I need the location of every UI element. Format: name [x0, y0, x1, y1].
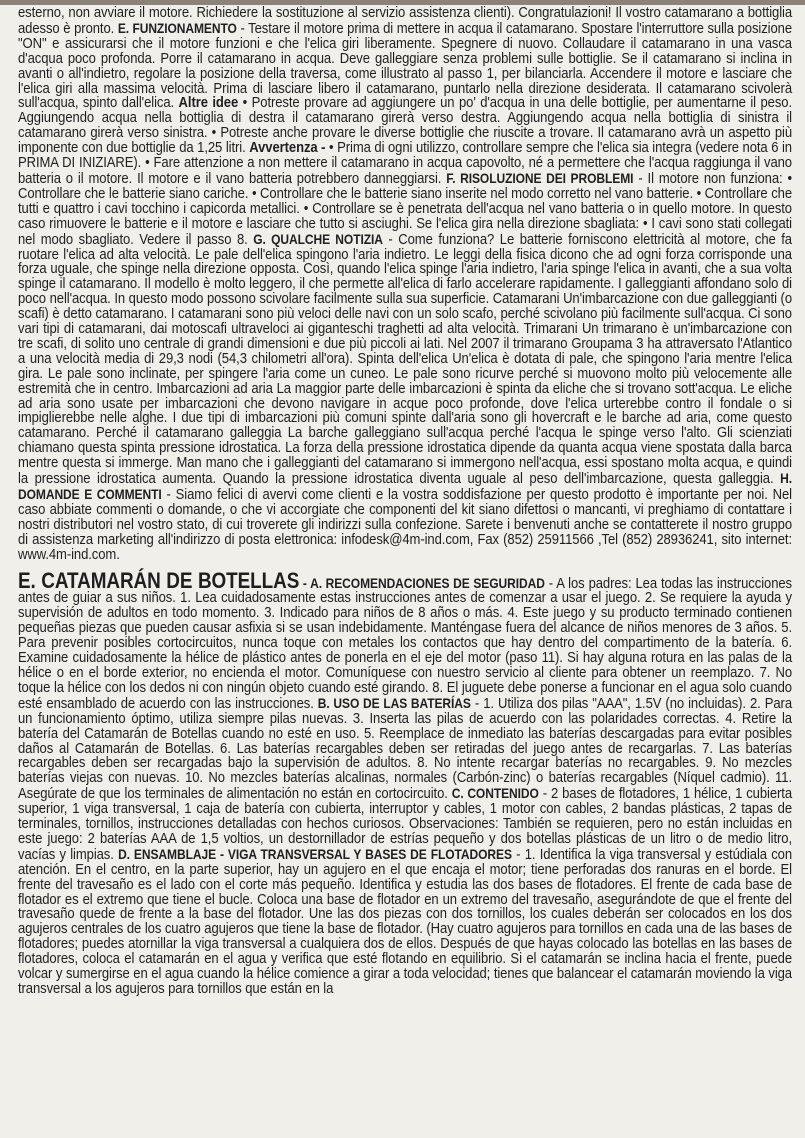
it-heading-avvertenza: Avvertenza -: [249, 139, 326, 157]
es-paragraph-2: - 1. Utiliza dos pilas "AAA", 1.5V (no incluidas). 2. Para un funcionamiento óptimo, utiliza siempre pilas nuevas. 3. Inserta las pilas de acuerdo con las polaridades correctas. 4. Retire la batería del Catamarán de Botellas cuando no esté en uso. 5. Reemplace de inmediato las baterías descargadas para evitar posibles daños al Catamarán de Botellas. 6. Las baterías recargables deben ser retiradas del juego antes de recargarlas. 7. Las baterías recargables deben ser recargadas bajo la supervisión de adultos. 8. No intente recargar baterías no recargables. 9. No mezcles baterías viejas con nuevas. 10. No mezcles baterías alcalinas, normales (Carbón-zinc) o baterías recargables (Níquel cadmio). 11. Asegúrate de que los terminales de alimentación no están en cortocircuito.: [18, 694, 792, 803]
it-heading-domande: H. DOMANDE E COMMENTI: [18, 470, 792, 502]
es-heading-contenido: C. CONTENIDO: [451, 785, 539, 802]
it-paragraph-3: • Potreste provare ad aggiungere un po' d'acqua in una delle bottiglie, per aumentarne il peso. Aggiungendo acqua nella bottiglia di destra il catamarano girerà verso destra. Aggiungendo acqua nella bottiglia di sinistra il catamarano girerà verso sinistra. • Potreste anche provare le diverse bottiglie che riuscite a trovare. Il catamarano avrà un aspetto più imponente con due bottiglie da 1,25 litri.: [18, 94, 792, 157]
it-paragraph-4: • Prima di ogni utilizzo, controllare sempre che l'elica sia integra (vedere nota 6 in PRIMA DI INIZIARE). • Fare attenzione a non mettere il catamarano in acqua capovolto, né a permettere che l'acqua raggiunga il vano batteria o il motore. Il motore e il vano batteria potrebbero danneggiarsi.: [18, 139, 792, 187]
it-heading-risoluzione: F. RISOLUZIONE DEI PROBLEMI: [446, 169, 634, 186]
it-paragraph-6: - Come funziona? Le batterie forniscono elettricità al motore, che fa ruotare l'elica ad alta velocità. Le pale dell'elica spingono l'aria indietro. Le leggi della fisica dicono che ad ogni forza corrisponde una forza uguale, che spinge nella direzione opposta. Così, quando l'elica spinge l'aria indietro, l'aria spinge l'elica in avanti, che a sua volta spinge il catamarano. Il modello è molto leggero, il che permette all'elica di farlo accelerare rapidamente. I galleggianti affondano solo di poco nell'acqua. In questo modo possono scivolare facilmente sulla sua superficie. Catamarani Un'imbarcazione con due galleggianti (o scafi) è detto catamarano. I catamarani sono più veloci delle navi con un solo scafo, perché scivolano più facilmente sull'acqua. Ci sono vari tipi di catamarani, dai motoscafi ultraveloci ai giganteschi traghetti ad alta velocità. Trimarani Un trimarano è un'imbarcazione con tre scafi, di solito uno centrale di grandi dimensioni e due più piccoli ai lati. Nel 2007 il trimarano Groupama 3 ha attraversato l'Atlantico a una velocità media di 29,3 nodi (54,3 chilometri all'ora). Spinta dell'elica Un'elica è dotata di pale, che spingono l'aria mentre l'elica gira. Le pale sono inclinate, per spingere l'aria come un cuneo. Le pale sono ricurve perché si muovono molto più velocemente alle estremità che in centro. Imbarcazioni ad aria La maggior parte delle imbarcazioni è spinta da eliche che si trovano sott'acqua. Le eliche ad aria sono usate per imbarcazioni che devono navigare in acque poco profonde, dove l'elica urterebbe contro il fondale o si impiglierebbe nelle alghe. I due tipi di imbarcazioni più comuni spinte dall'aria sono gli hovercraft e le barche ad aria, come questo catamarano. Perché il catamarano galleggia La barche galleggiano sull'acqua perché l'acqua le spinge verso l'alto. Gli scienziati chiamano questa spinta pressione idrostatica. La forza della pressione idrostatica dipende da quanta acqua viene spostata dalla barca mentre questa si immerge. Man mano che i galleggianti del catamarano si immergono nell'acqua, essi spostano molta acqua, e quindi la pressione idrostatica aumenta. Quando la pressione idrostatica diventa uguale al peso dell'imbarcazione, questa galleggia.: [18, 230, 792, 488]
it-heading-altre-idee: Altre idee: [178, 94, 239, 112]
it-paragraph-1: esterno, non avviare il motore. Richiedere la sostituzione al servizio assistenza clienti). Congratulazioni! Il vostro catamarano a bottiglia adesso è pronto.: [18, 4, 792, 37]
es-paragraph-1: - A los padres: Lea todas las instrucciones antes de guiar a sus niños. 1. Lea cuidadosamente estas instrucciones antes de comenzar a usar el juego. 2. Se requiere la ayuda y supervisión de adultos en todo momento. 3. Indicado para niños de 8 años o más. 4. Este juego y su producto terminado contienen pequeñas piezas que pueden causar asfixia si se usan indebidamente. Manténgase fuera del alcance de niños menores de 3 años. 5. Para prevenir posibles cortocircuitos, nunca toque con metales los contactos que hay dentro del compartimento de la batería. 6. Examine cuidadosamente la hélice de plástico antes de ponerla en el eje del motor (paso 11). Si hay alguna rotura en las palas de la hélice o en el borde exterior, no encienda el motor. Comuníquese con nuestro servicio al cliente para obtener un reemplazo. 7. No toque la hélice con los dedos ni con ningún objeto cuando esté girando. 8. El juguete debe ponerse a funcionar en el agua solo cuando esté ensamblado de acuerdo con las instrucciones.: [18, 574, 792, 712]
es-heading-baterias: B. USO DE LAS BATERÍAS: [317, 694, 471, 711]
it-paragraph-5: - Il motore non funziona: • Controllare che le batterie siano cariche. • Controllare che le batterie siano inserite nel modo corretto nel vano batterie. • Controllare che tutti e quattro i cavi tocchino i capicorda metallici. • Controllare se è penetrata dell'acqua nel vano batteria o in quello motore. In questo caso rimuovere le batterie e il motore e lasciare che tutto si asciughi. Se l'elica gira nella direzione sbagliata: • I cavi sono stati collegati nel modo sbagliato. Vedere il passo 8.: [18, 169, 792, 248]
es-heading-seguridad: - A. RECOMENDACIONES DE SEGURIDAD: [299, 574, 545, 591]
it-paragraph-2: - Testare il motore prima di mettere in acqua il catamarano. Spostare l'interruttore sulla posizione "ON" e assicurarsi che il motore funzioni e che l'elica giri liberamente. Spegnere di nuovo. Collaudare il catamarano in una vasca d'acqua poco profonda. Porre il catamarano in acqua. Deve galleggiare senza problemi sulle bottiglie. Se il catamarano si inclina in avanti o all'indietro, regolare la posizione della traversa, come illustrato al passo 1, per bilanciarla. Accendere il motore e lasciare che l'elica giri alla massima velocità. Prima di lasciare libero il catamarano, puntarlo nella direzione desiderata. Il catamarano scivolerà sull'acqua, spinto dall'elica.: [18, 19, 793, 112]
es-title: E. CATAMARÁN DE BOTELLAS: [18, 567, 300, 593]
italian-text-block: [18, 6, 792, 563]
spanish-text-block: [18, 567, 793, 997]
document-page: [18, 6, 792, 997]
it-heading-qualche-notizia: G. QUALCHE NOTIZIA: [253, 230, 383, 247]
it-paragraph-7: - Siamo felici di avervi come clienti e la vostra soddisfazione per questo prodotto è importante per noi. Nel caso abbiate commenti o domande, o che vi accorgiate che componenti del kit siano difettosi o mancanti, vi preghiamo di contattare i nostri distributori nel vostro stato, di cui troverete gli indirizzi sulla confezione. Sarete i benvenuti anche se contatterete il nostro gruppo di assistenza marketing all'indirizzo di posta elettronica: infodesk@4m-ind.com, Fax (852) 25911566 ,Tel (852) 28936241, sito internet: www.4m-ind.com.: [18, 486, 793, 563]
es-paragraph-3: - 2 bases de flotadores, 1 hélice, 1 cubierta superior, 1 viga transversal, 1 caja de batería con cubierta, interruptor y cables, 1 motor con cables, 2 bandas plásticas, 2 tapas de terminales, tornillos, instrucciones detalladas con hechos curiosos. Observaciones: También se requieren, pero no están incluidas en este juego: 2 baterías AAA de 1,5 voltios, un destornillador de estrías pequeño y dos botellas plásticas de un litro o de medio litro, vacías y limpias.: [18, 785, 792, 863]
es-paragraph-4: - 1. Identifica la viga transversal y estúdiala con atención. En el centro, en la parte superior, hay un agujero en el que encaja el motor; tiene perforadas dos ranuras en el borde. El frente del travesaño es el lado con el corte más pequeño. Identifica y estudia las dos bases de flotadores. El frente de cada base de flotador es el extremo que tiene el bucle. Coloca una base de flotador en un extremo del travesaño, asegurándote de que el frente del travesaño quede de frente a la base del flotador. Une las dos piezas con dos tornillos, los cuales deberán ser colocados en los dos agujeros centrales de los cuatro agujeros que tiene la base de flotador. (Hay cuatro agujeros para tornillos en cada una de las bases de flotadores; puedes atornillar la viga transversal a cualquiera dos de ellos. Después de que hayas colocado las botellas en las bases de flotadores, coloca el catamarán en el agua y verifica que esté flotando en equilibrio. Si el catamarán se inclina hacia el frente, puede volcar y sumergirse en el agua cuando la hélice comience a girar a toda velocidad; tienes que balancear el catamarán moviendo la viga transversal a los agujeros para tornillos que están en la: [18, 845, 793, 997]
it-heading-funzionamento: E. FUNZIONAMENTO: [117, 19, 237, 36]
es-heading-ensamblaje: D. ENSAMBLAJE - VIGA TRANSVERSAL Y BASES DE FLOTADORES: [118, 845, 512, 862]
